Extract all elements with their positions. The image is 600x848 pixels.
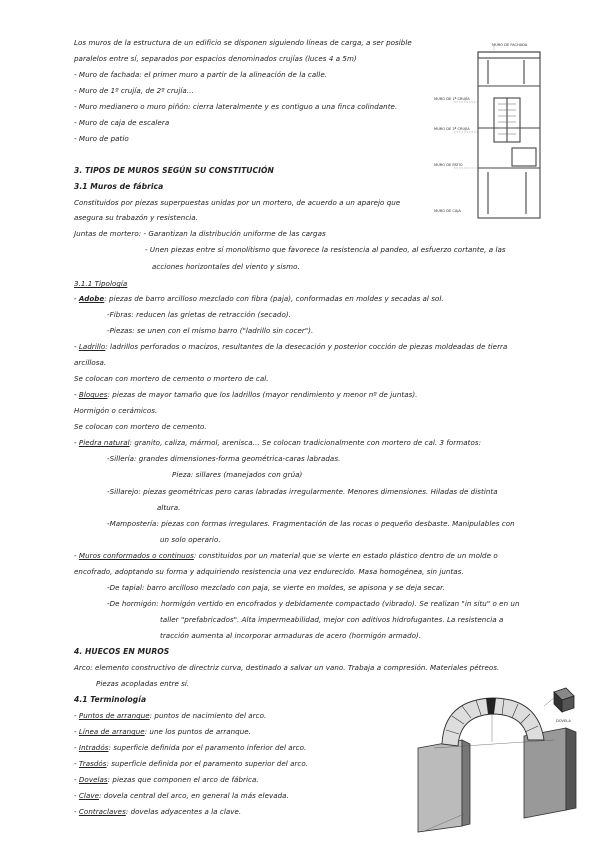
- bloques-term: Bloques: [78, 390, 108, 399]
- ladrillo-line: - Ladrillo: ladrillos perforados o macizos, resultantes de la desecación y posterior cocción de piezas moldeadas de tierra: [74, 342, 508, 351]
- plan-label: MURO DE CAJA: [434, 209, 461, 213]
- term-item: - Contraclaves: dovelas adyacentes a la clave.: [74, 807, 242, 816]
- conformados-term: Muros conformados o continuos: [78, 551, 194, 560]
- intro-bullet-1: - Muro de fachada: el primer muro a partir de la alineación de la calle.: [74, 70, 328, 79]
- conformados-hormigon-2: taller "prefabricados". Alta impermeabilidad, mejor con aditivos hidrofugantes. La resistencia a: [160, 615, 504, 624]
- conformados-line: - Muros conformados o continuos: constituidos por un material que se vierte en estado plástico dentro de un molde o: [74, 551, 498, 560]
- tipologia-title: 3.1.1 Tipología: [74, 279, 128, 288]
- juntas-line-1: Juntas de mortero: - Garantizan la distribución uniforme de las cargas: [74, 229, 326, 238]
- term-item: - Trasdós: superficie definida por el paramento superior del arco.: [74, 759, 309, 768]
- term-item: - Línea de arranque: une los puntos de arranque.: [74, 727, 251, 736]
- fabrica-def-1: Constituidos por piezas superpuestas unidas por un mortero, de acuerdo a un aparejo que: [74, 198, 401, 207]
- section-4-title: 4. HUECOS EN MUROS: [74, 647, 170, 656]
- plan-patio: [512, 148, 536, 166]
- term-item: - Clave: dovela central del arco, en general la más elevada.: [74, 791, 289, 800]
- piedra-term: Piedra natural: [78, 438, 130, 447]
- arch-figure: [404, 684, 588, 834]
- conformados-hormigon-3: tracción aumenta al incorporar armaduras de acero (hormigón armado).: [160, 631, 422, 640]
- plan-outline: [478, 52, 540, 218]
- ladrillo-term: Ladrillo: [78, 342, 106, 351]
- term-label: Clave: [78, 791, 100, 800]
- term-label: Dovelas: [78, 775, 108, 784]
- piedra-text: : granito, caliza, mármol, arenisca… Se colocan tradicionalmente con mortero de cal. 3 formatos:: [129, 438, 482, 447]
- term-text: : superficie definida por el paramento inferior del arco.: [108, 743, 307, 752]
- adobe-text: : piezas de barro arcilloso mezclado con fibra (paja), conformadas en moldes y secadas al sol.: [104, 294, 444, 303]
- piedra-sillarejo-2: altura.: [157, 503, 181, 512]
- term-text: : piezas que componen el arco de fábrica.: [107, 775, 259, 784]
- section-3-1-title: 3.1 Muros de fábrica: [74, 182, 164, 191]
- bloques-line-2: Hormigón o cerámicos.: [74, 406, 158, 415]
- bloques-text: : piezas de mayor tamaño que los ladrillos (mayor rendimiento y menor nº de juntas).: [107, 390, 418, 399]
- ladrillo-line-3: Se colocan con mortero de cemento o mortero de cal.: [74, 374, 269, 383]
- term-label: Trasdós: [78, 759, 107, 768]
- ladrillo-line-2: arcillosa.: [74, 358, 107, 367]
- conformados-text: : constituidos por un material que se vierte en estado plástico dentro de un molde o: [193, 551, 498, 560]
- term-item: - Intradós: superficie definida por el paramento inferior del arco.: [74, 743, 307, 752]
- adobe-line: - Adobe: piezas de barro arcilloso mezclado con fibra (paja), conformadas en moldes y secadas al sol.: [74, 294, 444, 303]
- juntas-line-2: - Unen piezas entre sí monolítismo que favorece la resistencia al pandeo, al esfuerzo cortante, a las: [145, 245, 506, 254]
- ladrillo-text: : ladrillos perforados o macizos, resultantes de la desecación y posterior cocción de piezas moldeadas de tierra: [105, 342, 508, 351]
- plan-facade-wall: [478, 52, 540, 58]
- conformados-line-2: encofrado, adoptando su forma y adquiriendo resistencia una vez endurecido. Masa homogénea, sin juntas.: [74, 567, 464, 576]
- bloques-line: - Bloques: piezas de mayor tamaño que los ladrillos (mayor rendimiento y menor nº de juntas).: [74, 390, 418, 399]
- plan-label: MURO DE 2ª CRUJÍA: [434, 127, 470, 131]
- section-3-title: 3. TIPOS DE MUROS SEGÚN SU CONSTITUCIÓN: [74, 166, 274, 175]
- term-item: - Dovelas: piezas que componen el arco de fábrica.: [74, 775, 259, 784]
- term-text: : dovela central del arco, en general la más elevada.: [99, 791, 289, 800]
- piedra-silleria: -Sillería: grandes dimensiones-forma geométrica-caras labradas.: [107, 454, 341, 463]
- intro-bullet-3: - Muro medianero o muro piñón: cierra lateralmente y es contiguo a una finca colindante.: [74, 102, 398, 111]
- intro-bullet-2: - Muro de 1º crujía, de 2º crujía…: [74, 86, 194, 95]
- arch-label: DOVELA: [556, 719, 571, 723]
- piedra-mamposteria-2: un solo operario.: [160, 535, 221, 544]
- piedra-mamposteria: -Mampostería: piezas con formas irregulares. Fragmentación de las rocas o pequeño desbaste. Manipulables con: [107, 519, 515, 528]
- plan-label: MURO DE FACHADA: [492, 43, 528, 47]
- plan-label: MURO DE 1ª CRUJÍA: [434, 97, 470, 101]
- arco-def-1: Arco: elemento constructivo de directriz curva, destinado a salvar un vano. Trabaja a compresión. Materiales pétreos.: [74, 663, 500, 672]
- arco-def-2: Piezas acopladas entre sí.: [96, 679, 190, 688]
- term-text: : une los puntos de arranque.: [144, 727, 251, 736]
- bloques-line-3: Se colocan con mortero de cemento.: [74, 422, 207, 431]
- left-pier: [418, 740, 462, 832]
- term-label: Intradós: [78, 743, 109, 752]
- intro-bullet-4: - Muro de caja de escalera: [74, 118, 170, 127]
- term-text: : puntos de nacimiento del arco.: [149, 711, 267, 720]
- piedra-silleria-2: Pieza: sillares (manejados con grúa): [172, 470, 303, 479]
- fabrica-def-2: asegura su trabazón y resistencia.: [74, 213, 198, 222]
- term-label: Línea de arranque: [78, 727, 145, 736]
- term-text: : superficie definida por el paramento superior del arco.: [106, 759, 309, 768]
- conformados-tapial: -De tapial: barro arcilloso mezclado con paja, se vierte en moldes, se apisona y se deja secar.: [107, 583, 445, 592]
- adobe-piezas: -Piezas: se unen con el mismo barro ("ladrillo sin cocer").: [107, 326, 314, 335]
- floor-plan-figure: [432, 40, 548, 220]
- conformados-hormigon: -De hormigón: hormigón vertido en encofrados y debidamente compactado (vibrado). Se realizan "in situ" o en un: [107, 599, 520, 608]
- term-text: : dovelas adyacentes a la clave.: [125, 807, 242, 816]
- adobe-term: Adobe: [78, 294, 105, 303]
- intro-line-1: Los muros de la estructura de un edificio se disponen siguiendo líneas de carga, a ser posible: [74, 38, 412, 47]
- piedra-line: - Piedra natural: granito, caliza, mármol, arenisca… Se colocan tradicionalmente con mortero de cal. 3 formatos:: [74, 438, 482, 447]
- term-item: - Puntos de arranque: puntos de nacimiento del arco.: [74, 711, 267, 720]
- juntas-line-3: acciones horizontales del viento y sismo.: [152, 262, 300, 271]
- keystone-detail: [554, 688, 574, 712]
- piedra-sillarejo: -Sillarejo: piezas geométricas pero caras labradas irregularmente. Menores dimensiones. Hiladas de distinta: [107, 487, 498, 496]
- intro-bullet-5: - Muro de patio: [74, 134, 129, 143]
- intro-line-2: paralelos entre sí, separados por espacios denominados crujías (luces 4 a 5m): [74, 54, 357, 63]
- section-4-1-title: 4.1 Terminología: [74, 695, 147, 704]
- adobe-fibras: -Fibras: reducen las grietas de retracción (secado).: [107, 310, 291, 319]
- term-label: Contraclaves: [78, 807, 126, 816]
- plan-label: MURO DE PATIO: [434, 163, 463, 167]
- term-label: Puntos de arranque: [78, 711, 150, 720]
